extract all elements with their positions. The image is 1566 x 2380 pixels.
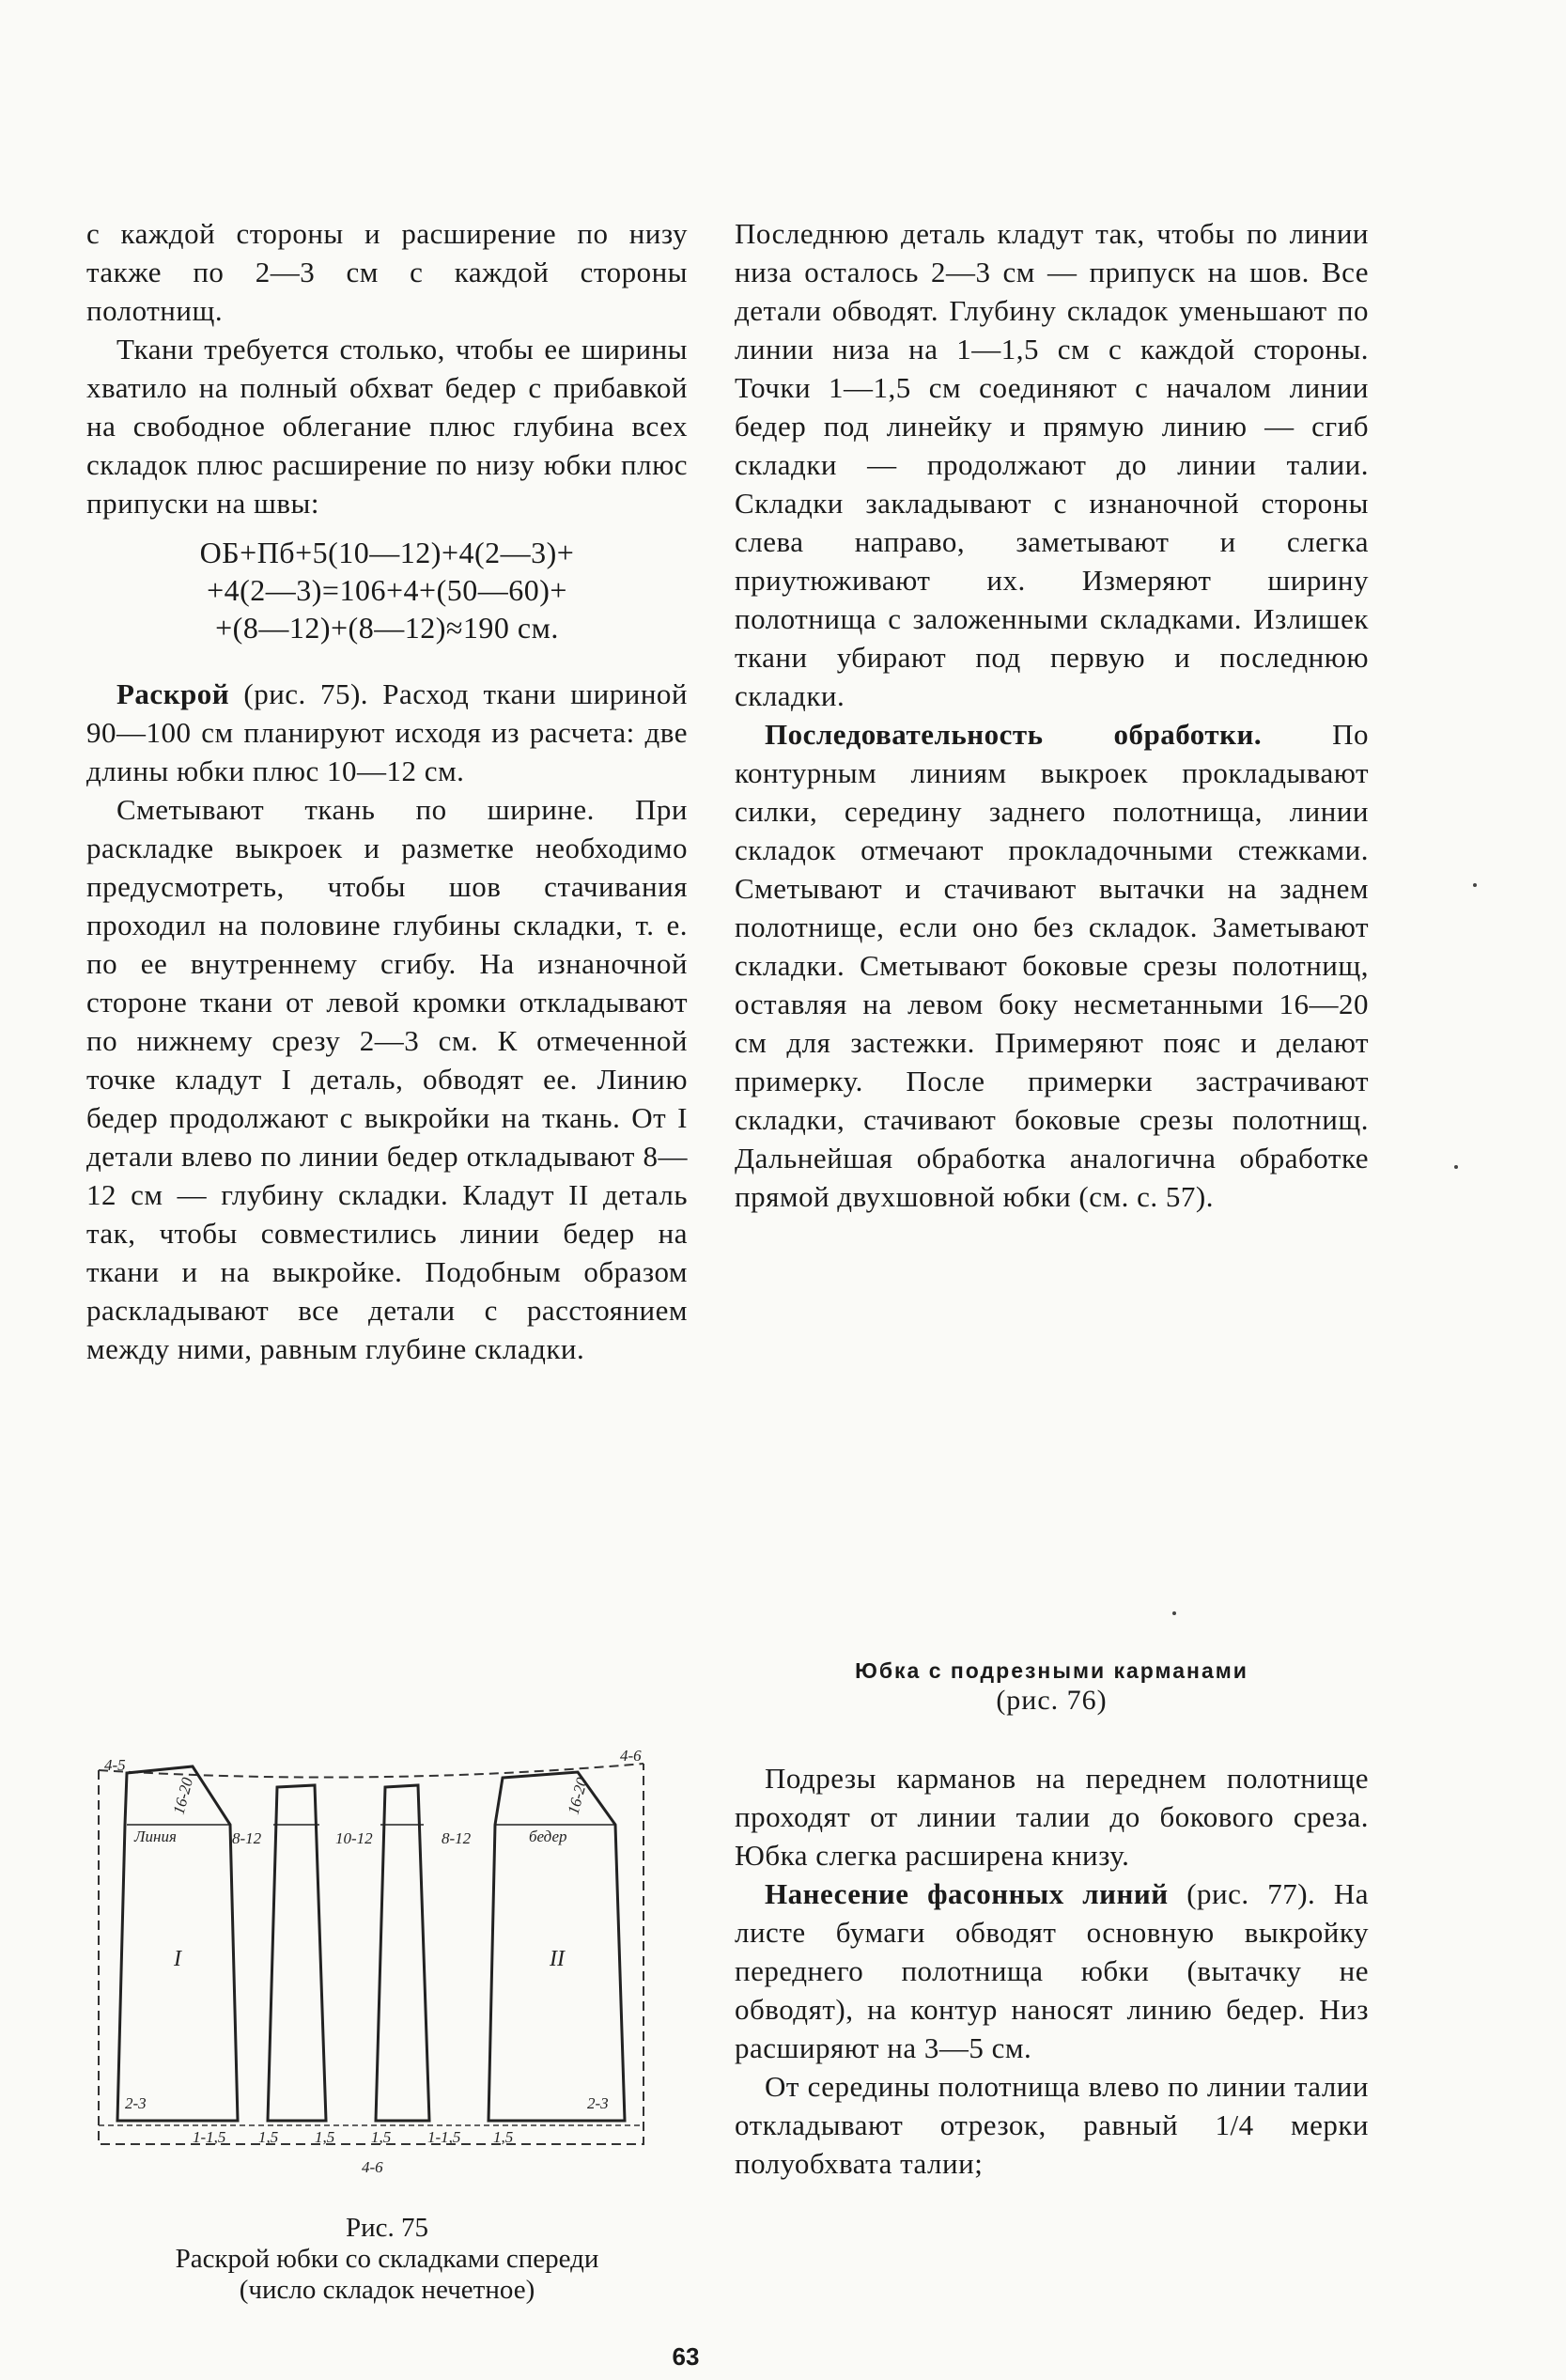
label-16-20-left: 16-20	[169, 1775, 197, 1817]
formula-line-2: +4(2—3)=106+4+(50—60)+	[207, 573, 567, 607]
formula-line-3: +(8—12)+(8—12)≈190 см.	[215, 611, 559, 645]
label-8-12-a: 8-12	[232, 1829, 262, 1847]
right-paragraph-1: Последнюю деталь кладут так, чтобы по линии низа осталось 2—3 см — припуск на шов. Все детали обводят. Глубину складок уменьшают по линии низа на 1—1,5 см с каждой стороны. Точки 1—1,5 см соединяют с началом линии бедер под линейку и прямую линию — сгиб складки — продолжают до линии талии. Складки закладывают с изнаночной стороны слева направо, заметывают и слегка приутюживают их. Измеряют ширину полотнища с заложенными складками. Излишек ткани убирают под первую и последнюю складки.	[735, 217, 1369, 712]
scan-speck	[1172, 1611, 1176, 1615]
right-column-lower	[735, 1759, 1369, 2183]
formula-line-1: ОБ+Пб+5(10—12)+4(2—3)+	[199, 536, 575, 569]
label-hips: бедер	[529, 1828, 567, 1845]
left-paragraph-4: Сметывают ткань по ширине. При раскладке выкроек и разметке необходимо предусмотреть, чтобы шов стачивания проходил на половине глубины складки, т. е. по ее внутреннему сгибу. На изнаночной стороне ткани от левой кромки откладывают по нижнему срезу 2—3 см. К отмеченной точке кладут I деталь, обводят ее. Линию бедер продолжают с выкройки на ткань. От I детали влево по линии бедер откладывают 8—12 см — глубину складки. Кладут II деталь так, чтобы совместились линии бедер на ткани и на выкройке. Подобным образом раскладывают все детали с расстоянием между ними, равным глубине складки.	[86, 793, 688, 1365]
left-paragraph-2: Ткани требуется столько, чтобы ее ширины хватило на полный обхват бедер с прибавкой на свободное облегание плюс глубина всех складок плюс расширение по низу юбки плюс припуски на швы:	[86, 333, 688, 520]
caption-note: (число складок нечетное)	[239, 2275, 535, 2305]
label-1-1-5-a: 1-1,5	[193, 2128, 226, 2146]
label-piece-I: I	[174, 1947, 181, 1971]
label-1-5-c: 1,5	[315, 2128, 335, 2146]
caption-figure-number: Рис. 75	[345, 2213, 429, 2243]
section-subheading	[735, 1656, 1369, 1716]
left-column	[86, 214, 688, 1368]
page-number: 63	[672, 2342, 700, 2371]
lines-heading: Нанесение фасонных линий	[765, 1877, 1169, 1910]
right-paragraph-2	[735, 715, 1369, 1216]
right-column	[735, 214, 1369, 1216]
processing-heading: Последовательность обработки.	[765, 718, 1263, 751]
left-paragraph-3	[86, 675, 688, 790]
right-lower-paragraph-2	[735, 1874, 1369, 2067]
label-16-20-right: 16-20	[564, 1775, 592, 1817]
label-1-5-b: 1,5	[258, 2128, 279, 2146]
right-lower-paragraph-1: Подрезы карманов на переднем полотнище проходят от линии талии до бокового среза. Юбка слегка расширена книзу.	[735, 1762, 1369, 1872]
label-10-12: 10-12	[335, 1829, 373, 1847]
fabric-formula	[86, 534, 688, 646]
cutting-heading: Раскрой	[116, 677, 230, 710]
cutting-layout-figure	[89, 1750, 662, 2182]
subheading-title: Юбка с подрезными карманами	[855, 1658, 1248, 1683]
lines-text: (рис. 77). На листе бумаги обводят основную выкройку переднего полотнища юбки (вытачку не обводят), на контур наносят линию бедер. Низ расширяют на 3—5 см.	[735, 1877, 1369, 2064]
label-8-12-b: 8-12	[442, 1829, 472, 1847]
pattern-piece-II	[268, 1785, 326, 2121]
label-1-5-f: 1,5	[493, 2128, 514, 2146]
label-top-left: 4-5	[104, 1756, 126, 1774]
label-2-3-left: 2-3	[125, 2094, 147, 2112]
pattern-diagram	[89, 1750, 662, 2182]
figure-caption	[86, 2213, 688, 2306]
label-piece-II: II	[550, 1947, 565, 1971]
cutting-text: (рис. 75). Расход ткани шириной 90—100 см планируют исходя из расчета: две длины юбки плюс 10—12 см.	[86, 677, 688, 787]
scan-speck	[1454, 1165, 1458, 1169]
label-1-5-d: 1,5	[371, 2128, 392, 2146]
pattern-piece-III	[376, 1785, 429, 2121]
scan-speck	[1473, 883, 1477, 887]
left-paragraph-1: с каждой стороны и расширение по низу также по 2—3 см с каждой стороны полотнищ.	[86, 217, 688, 327]
caption-title: Раскрой юбки со складками спереди	[175, 2244, 599, 2274]
pattern-piece-I	[117, 1766, 238, 2121]
label-1-1-5-e: 1-1,5	[427, 2128, 461, 2146]
label-bottom: 4-6	[362, 2158, 383, 2176]
subheading-figure-ref: (рис. 76)	[996, 1685, 1108, 1716]
label-top-right: 4-6	[620, 1750, 642, 1765]
right-lower-paragraph-3: От середины полотнища влево по линии талии откладывают отрезок, равный 1/4 мерки полуобхвата талии;	[735, 2070, 1369, 2180]
label-line: Линия	[134, 1828, 177, 1845]
label-2-3-right: 2-3	[587, 2094, 609, 2112]
processing-text: По контурным линиям выкроек прокладывают силки, середину заднего полотнища, линии складок отмечают прокладочными стежками. Сметывают и стачивают вытачки на заднем полотнище, если оно без складок. Заметывают складки. Сметывают боковые срезы полотнищ, оставляя на левом боку несметанными 16—20 см для застежки. Примеряют пояс и делают примерку. После примерки застрачивают складки, стачивают боковые срезы полотнищ. Дальнейшая обработка аналогична обработке прямой двухшовной юбки (см. с. 57).	[735, 718, 1369, 1213]
fabric-top-edge	[99, 1764, 643, 1778]
